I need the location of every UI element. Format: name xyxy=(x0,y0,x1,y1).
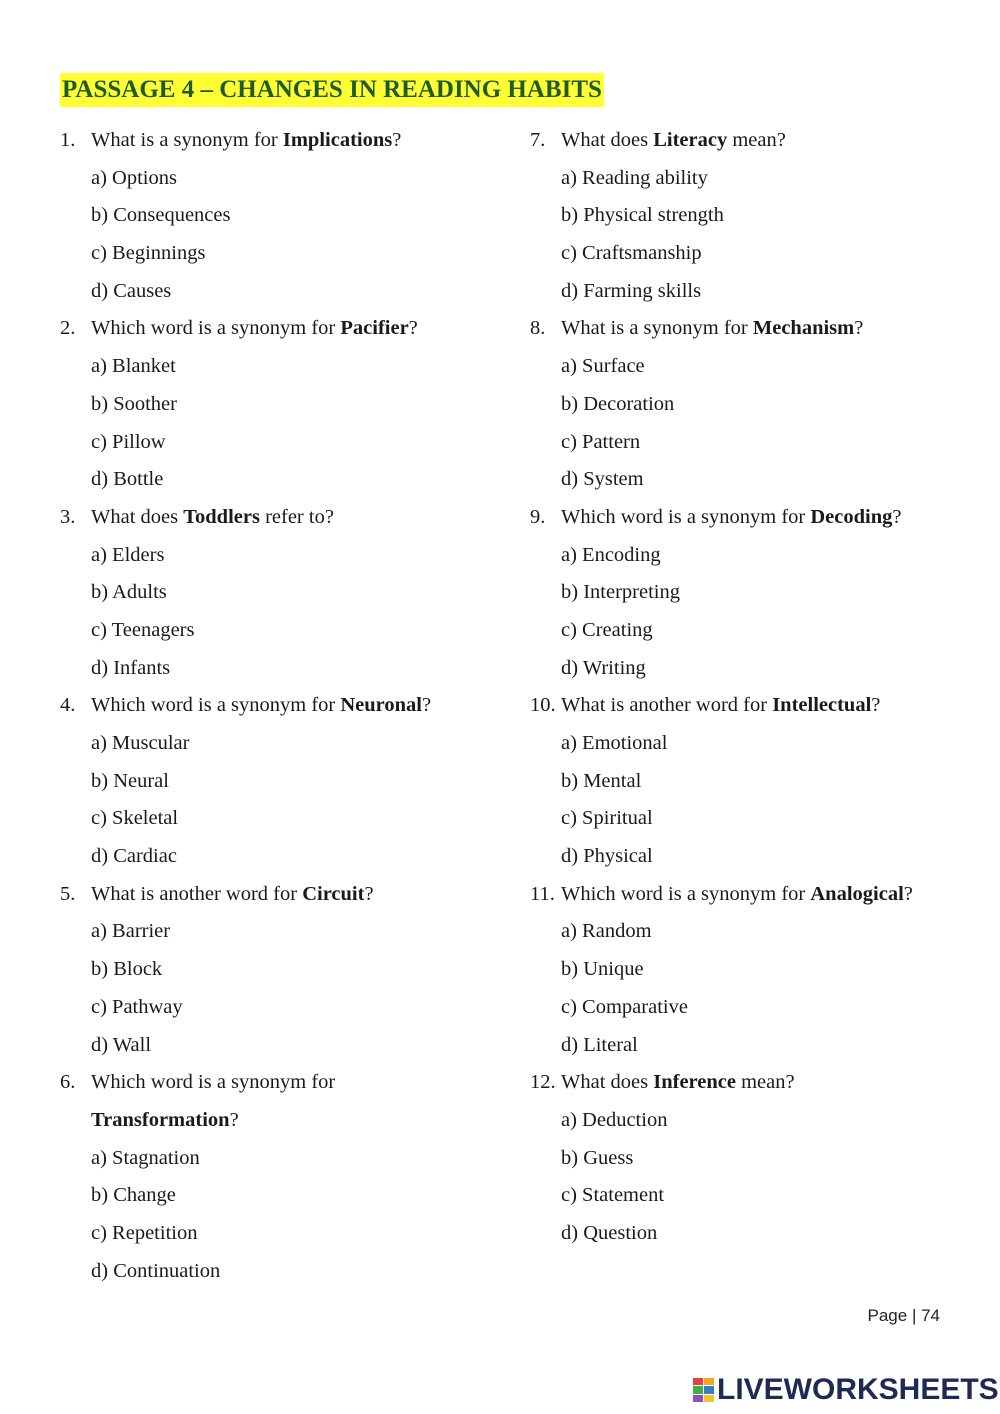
option-11d: d) Literal xyxy=(561,1033,638,1056)
option-7a: a) Reading ability xyxy=(561,166,708,189)
option-8b: b) Decoration xyxy=(561,392,675,415)
question-6 xyxy=(60,1064,500,1102)
question-text-end: ? xyxy=(392,129,402,151)
question-keyword: Decoding xyxy=(810,505,893,528)
option-3a: a) Elders xyxy=(91,543,165,566)
question-text-end: mean? xyxy=(735,1071,795,1094)
question-number: 3. xyxy=(60,505,76,528)
option-7c: c) Craftsmanship xyxy=(561,242,702,265)
question-number: 11. xyxy=(530,882,555,905)
option-11a: a) Random xyxy=(561,920,652,943)
option-2b: b) Soother xyxy=(91,392,177,415)
question-9 xyxy=(530,499,950,537)
question-text-end: ? xyxy=(903,882,913,905)
option-5c: c) Pathway xyxy=(91,995,183,1018)
option-6b: b) Change xyxy=(91,1184,176,1207)
question-keyword: Pacifier xyxy=(340,317,409,340)
option-12b: b) Guess xyxy=(561,1146,634,1169)
question-text: What is another word for xyxy=(91,882,303,905)
question-number: 7. xyxy=(530,129,546,151)
option-3c: c) Teenagers xyxy=(91,618,195,641)
question-number: 9. xyxy=(530,505,546,528)
question-keyword: Neuronal xyxy=(340,694,423,717)
question-number: 6. xyxy=(60,1071,76,1094)
option-4c: c) Skeletal xyxy=(91,807,179,830)
option-8a: a) Surface xyxy=(561,355,645,378)
option-2a: a) Blanket xyxy=(91,355,176,378)
question-number: 10. xyxy=(530,694,556,717)
question-text: What is a synonym for xyxy=(91,129,283,151)
option-9d: d) Writing xyxy=(561,656,646,679)
option-1d: d) Causes xyxy=(91,279,172,302)
option-1c: c) Beginnings xyxy=(91,242,206,265)
question-text-end: refer to? xyxy=(259,505,334,528)
question-text: What does xyxy=(91,505,184,528)
option-11b: b) Unique xyxy=(561,958,644,981)
page-title: PASSAGE 4 – CHANGES IN READING HABITS xyxy=(60,73,604,107)
option-7d: d) Farming skills xyxy=(561,279,702,302)
question-number: 4. xyxy=(60,694,76,717)
logo-tile xyxy=(704,1386,714,1394)
question-8 xyxy=(530,310,950,348)
option-8d: d) System xyxy=(561,468,644,491)
question-4 xyxy=(60,687,500,725)
page-number: Page | 74 xyxy=(867,1306,940,1325)
question-number: 8. xyxy=(530,317,546,340)
option-1a: a) Options xyxy=(91,166,177,189)
question-text: Which word is a synonym for xyxy=(91,317,341,340)
question-1 xyxy=(60,122,500,160)
question-number: 1. xyxy=(60,129,76,151)
question-keyword: Transformation xyxy=(91,1108,230,1131)
option-1b: b) Consequences xyxy=(91,204,231,227)
logo-tile xyxy=(693,1395,703,1403)
question-text: What does xyxy=(561,129,654,151)
option-6a: a) Stagnation xyxy=(91,1146,200,1169)
question-text-end: ? xyxy=(871,694,881,717)
question-11 xyxy=(530,876,950,914)
question-12 xyxy=(530,1064,950,1102)
question-keyword: Intellectual xyxy=(772,694,872,717)
question-text-end: ? xyxy=(229,1108,239,1131)
liveworksheets-brand[interactable] xyxy=(692,1372,999,1408)
option-4b: b) Neural xyxy=(91,769,169,792)
logo-tile xyxy=(704,1395,714,1403)
option-3d: d) Infants xyxy=(91,656,171,679)
option-10a: a) Emotional xyxy=(561,732,668,754)
option-8c: c) Pattern xyxy=(561,430,641,453)
question-text: Which word is a synonym for xyxy=(561,882,811,905)
option-12d: d) Question xyxy=(561,1221,658,1244)
questions-left-column xyxy=(60,122,500,1290)
question-3 xyxy=(60,499,500,537)
option-2d: d) Bottle xyxy=(91,468,164,491)
option-11c: c) Comparative xyxy=(561,995,688,1018)
liveworksheets-logo-icon xyxy=(692,1377,714,1403)
option-10d: d) Physical xyxy=(561,845,653,868)
question-keyword: Circuit xyxy=(302,882,365,905)
logo-tile xyxy=(693,1386,703,1394)
question-text: Which word is a synonym for xyxy=(561,505,811,528)
logo-tile xyxy=(704,1378,714,1386)
option-5a: a) Barrier xyxy=(91,920,171,943)
option-4d: d) Cardiac xyxy=(91,845,177,868)
questions-right-column xyxy=(530,122,950,1253)
option-3b: b) Adults xyxy=(91,581,167,604)
question-10 xyxy=(530,687,950,725)
question-keyword: Analogical xyxy=(810,882,904,905)
question-text: What is another word for xyxy=(561,694,773,717)
question-number: 2. xyxy=(60,317,76,340)
question-text-end: ? xyxy=(854,317,864,340)
option-12c: c) Statement xyxy=(561,1184,665,1207)
option-10c: c) Spiritual xyxy=(561,807,653,830)
question-keyword: Inference xyxy=(653,1071,736,1094)
option-4a: a) Muscular xyxy=(91,732,190,754)
question-number: 5. xyxy=(60,882,76,905)
question-text: What does xyxy=(561,1071,654,1094)
question-7 xyxy=(530,122,950,160)
question-text-end: ? xyxy=(408,317,418,340)
question-5 xyxy=(60,876,500,914)
question-6-continued xyxy=(60,1102,500,1140)
option-12a: a) Deduction xyxy=(561,1108,668,1131)
question-keyword: Literacy xyxy=(653,129,728,151)
question-keyword: Implications xyxy=(282,129,393,151)
question-text-end: ? xyxy=(422,694,432,717)
option-9c: c) Creating xyxy=(561,618,653,641)
question-2 xyxy=(60,310,500,348)
brand-name: LIVEWORKSHEETS xyxy=(717,1373,999,1406)
option-5d: d) Wall xyxy=(91,1033,152,1056)
question-text: What is a synonym for xyxy=(561,317,753,340)
logo-tile xyxy=(693,1378,703,1386)
option-7b: b) Physical strength xyxy=(561,204,724,227)
option-2c: c) Pillow xyxy=(91,430,166,453)
question-text-end: mean? xyxy=(727,129,786,151)
option-6d: d) Continuation xyxy=(91,1259,221,1282)
question-keyword: Toddlers xyxy=(183,505,260,528)
option-6c: c) Repetition xyxy=(91,1221,198,1244)
question-text-end: ? xyxy=(364,882,374,905)
option-5b: b) Block xyxy=(91,958,163,981)
question-number: 12. xyxy=(530,1071,556,1094)
question-keyword: Mechanism xyxy=(752,317,855,340)
question-text-end: ? xyxy=(892,505,902,528)
question-text: Which word is a synonym for xyxy=(91,694,341,717)
option-9b: b) Interpreting xyxy=(561,581,680,604)
option-10b: b) Mental xyxy=(561,769,642,792)
option-9a: a) Encoding xyxy=(561,543,661,566)
question-text: Which word is a synonym for xyxy=(91,1071,336,1094)
